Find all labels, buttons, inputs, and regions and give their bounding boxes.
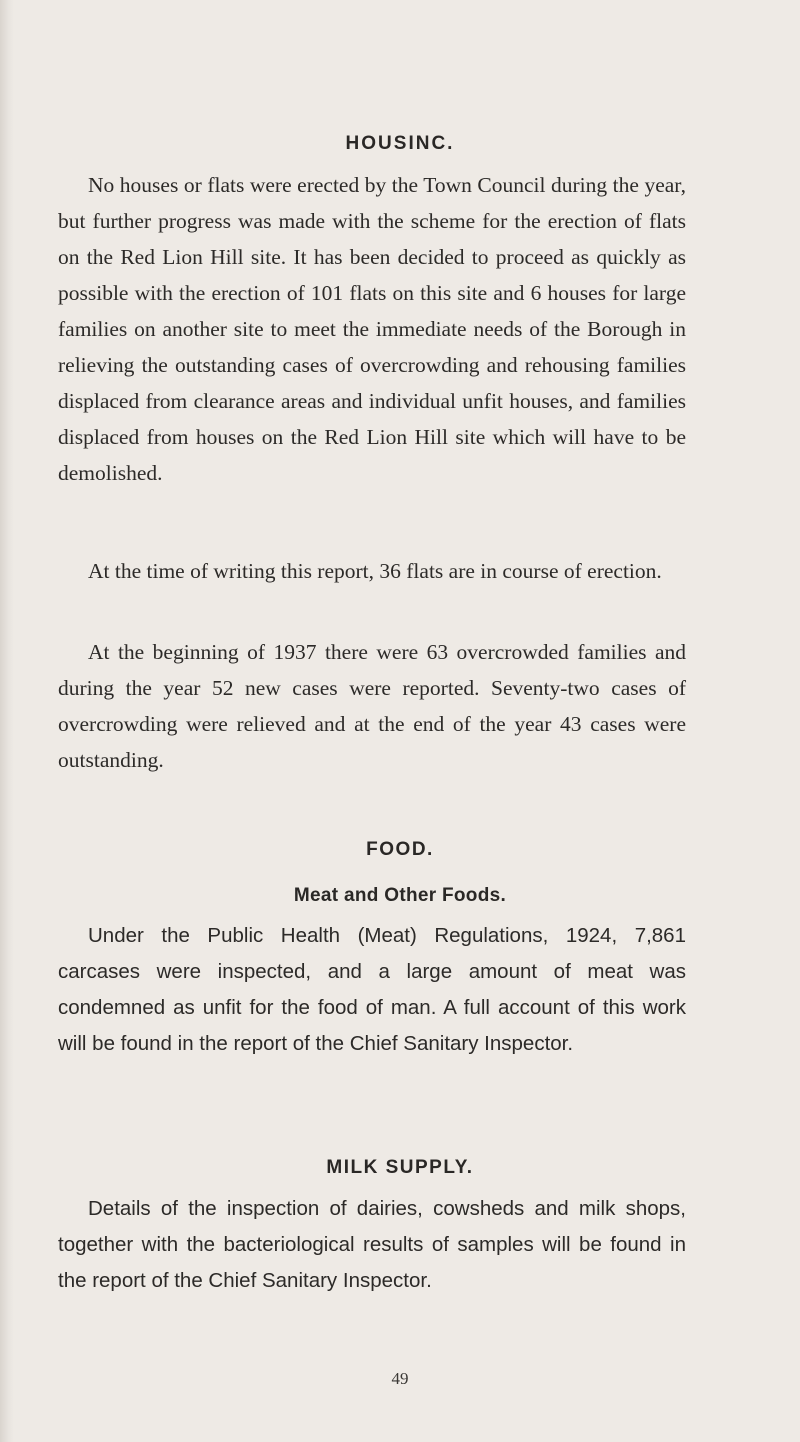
milk-supply-heading: MILK SUPPLY. [326,1157,474,1178]
meat-subheading: Meat and Other Foods. [293,885,507,906]
food-paragraph: Under the Public Health (Meat) Regulations, 1924, 7,861 carcases were inspected, and a large amount of meat was condemned as unfit for the food of man. A full account of this work will be found in the report of the Chief Sanitary Inspector. [58,924,686,1055]
housing-paragraph-1: No houses or flats were erected by the Town Council during the year, but further progress was made with the scheme for the erection of flats on the Red Lion Hill site. It has been decided to proceed as quickly as possible with the erection of 101 flats on this site and 6 houses for large families on another site to meet the immediate needs of the Borough in relieving the outstanding cases of overcrowding and rehousing families displaced from clearance areas and individual unfit houses, and families displaced from houses on the Red Lion Hill site which will have to be demolished. [58,173,686,485]
housing-heading: HOUSINC. [345,133,455,154]
housing-paragraph-2: At the time of writing this report, 36 flats are in course of erection. [88,559,662,583]
food-heading: FOOD. [366,839,434,860]
housing-paragraph-3: At the beginning of 1937 there were 63 overcrowded families and during the year 52 new cases were reported. Seventy-two cases of overcrowding were relieved and at the end of the year 43 cases were outstanding. [58,640,686,772]
page-number: 49 [391,1369,409,1388]
page-edge-shadow [0,0,14,1442]
milk-supply-paragraph: Details of the inspection of dairies, cowsheds and milk shops, together with the bacteriological results of samples will be found in the report of the Chief Sanitary Inspector. [58,1197,686,1292]
